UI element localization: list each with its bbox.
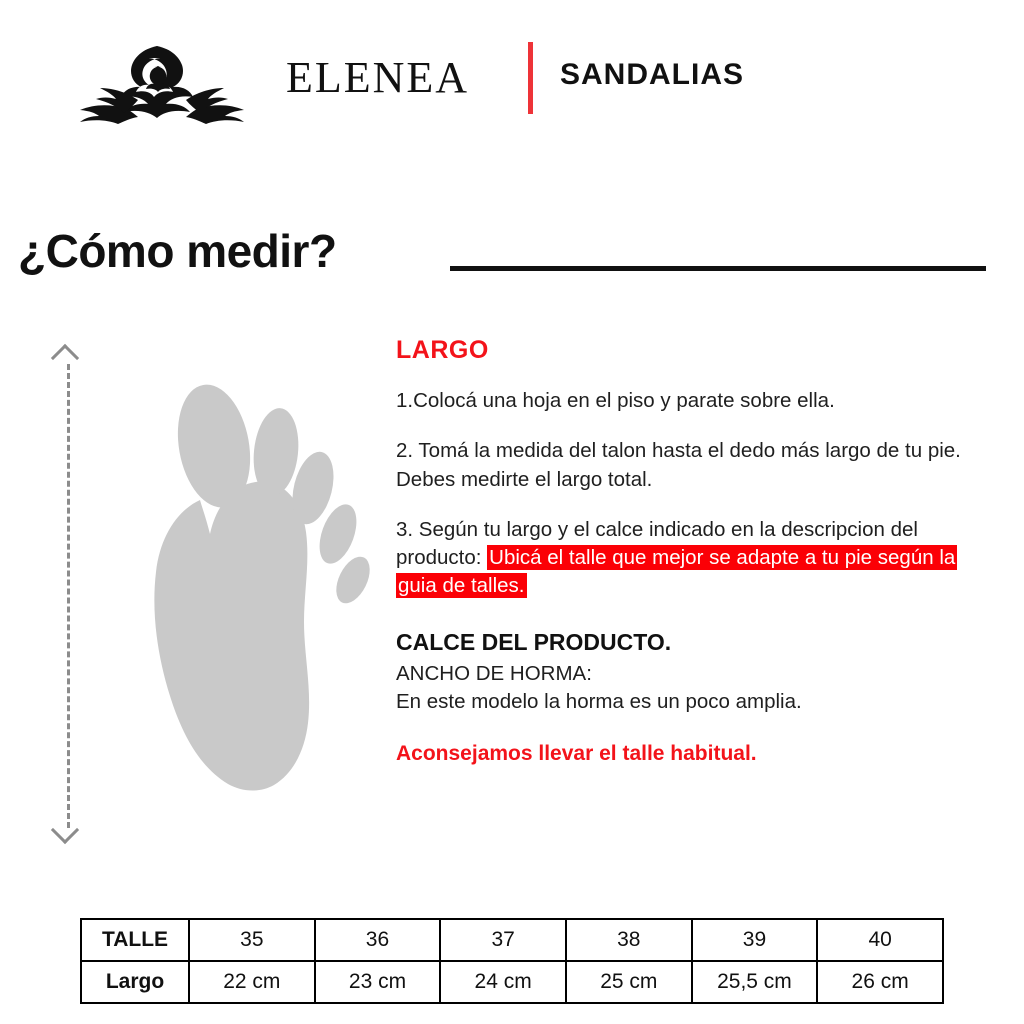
table-row-label-largo: Largo (81, 961, 189, 1003)
table-cell-length: 26 cm (817, 961, 943, 1003)
chevron-up-icon (55, 348, 79, 372)
calce-line-2: En este modelo la horma es un poco amplia. (396, 689, 802, 713)
instruction-step-3-prefix: 3. Según tu largo y el calce indicado en la descripcion del producto: (396, 517, 918, 570)
instruction-step-2: 2. Tomá la medida del talon hasta el dedo más largo de tu pie. Debes medirte el largo total. (396, 439, 961, 491)
table-row-sizes (81, 919, 943, 961)
page-title: ¿Cómo medir? (18, 225, 337, 277)
header-divider (528, 42, 533, 114)
calce-title: CALCE DEL PRODUCTO. (396, 628, 672, 655)
page-header (0, 0, 1024, 160)
table-cell-length: 25,5 cm (692, 961, 818, 1003)
table-cell-size: 35 (189, 919, 315, 961)
table-cell-size: 40 (817, 919, 943, 961)
table-cell-size: 38 (566, 919, 692, 961)
table-cell-length: 22 cm (189, 961, 315, 1003)
instruction-step-3 (396, 516, 996, 601)
table-cell-size: 37 (440, 919, 566, 961)
table-row-lengths (81, 961, 943, 1003)
header-category: SANDALIAS (560, 58, 745, 91)
calce-line-1: ANCHO DE HORMA: (396, 661, 592, 685)
brand-name: ELENEA (286, 53, 470, 102)
instruction-step-3-highlight: Ubicá el talle que mejor se adapte a tu pie según la guia de talles. (398, 546, 956, 598)
table-cell-length: 25 cm (566, 961, 692, 1003)
length-measure-arrow (50, 348, 86, 844)
rose-logo-icon (62, 36, 262, 126)
arrow-dashed-line (67, 364, 70, 828)
largo-heading: LARGO (396, 336, 489, 364)
instruction-step-1: 1.Colocá una hoja en el piso y parate sobre ella. (396, 389, 835, 412)
table-cell-size: 39 (692, 919, 818, 961)
table-cell-size: 36 (315, 919, 441, 961)
title-underline (450, 266, 986, 271)
chevron-down-icon (55, 820, 79, 844)
advice-text: Aconsejamos llevar el talle habitual. (396, 742, 757, 766)
instructions-panel (396, 336, 996, 766)
table-cell-length: 24 cm (440, 961, 566, 1003)
table-row-label-talle: TALLE (81, 919, 189, 961)
table-cell-length: 23 cm (315, 961, 441, 1003)
size-guide-table (80, 918, 944, 1004)
footprint-icon (130, 340, 370, 840)
